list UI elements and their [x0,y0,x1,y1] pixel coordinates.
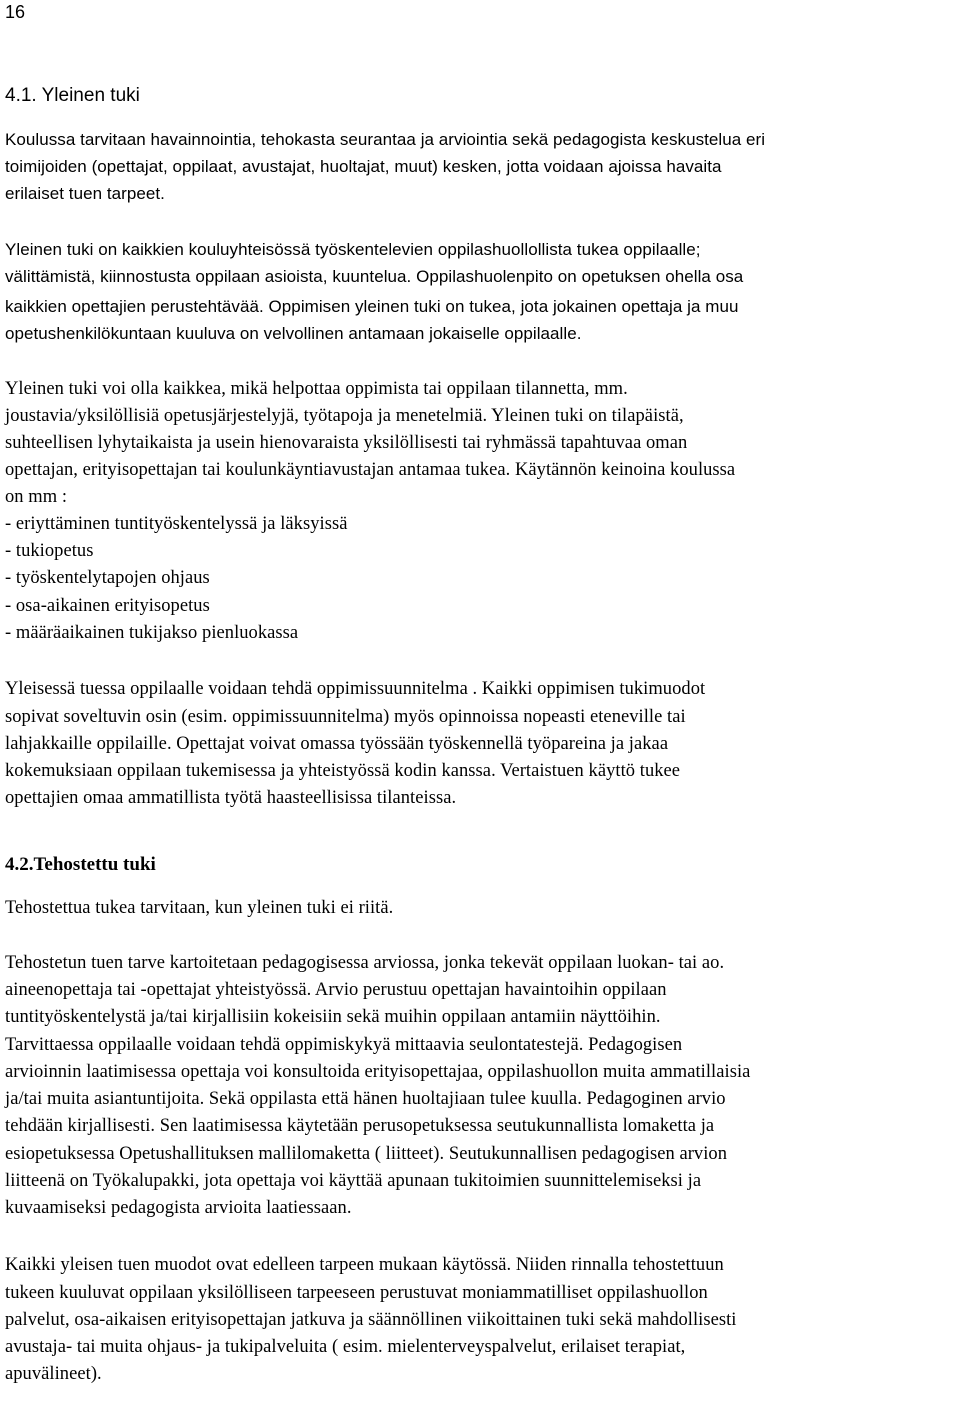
text-line: - määräaikainen tukijakso pienluokassa [5,623,299,643]
text-line: Tehostettua tukea tarvitaan, kun yleinen tuki ei riitä. [5,898,394,918]
text-line: avustaja- tai muita ohjaus- ja tukipalveluita ( esim. mielenterveyspalvelut, erilaiset terapiat, [5,1337,686,1357]
text-line: erilaiset tuen tarpeet. [5,184,165,203]
text-line: on mm : [5,487,68,507]
text-line: kaikkien opettajien perustehtävää. Oppimisen yleinen tuki on tukea, jota jokainen opettaja ja muu [5,297,739,316]
text-line: arvioinnin laatimisessa opettaja voi konsultoida erityisopettajaa, oppilashuollon muita ammatillaisia [5,1062,751,1082]
text-line: Kaikki yleisen tuen muodot ovat edelleen tarpeen mukaan käytössä. Niiden rinnalla tehostettuun [5,1255,724,1275]
text-line: palvelut, osa-aikaisen erityisopettajan jatkuva ja säännöllinen viikoittainen tuki sekä mahdollisesti [5,1310,737,1330]
text-line: apuvälineet). [5,1364,102,1384]
text-line: - eriyttäminen tuntityöskentelyssä ja läksyissä [5,514,348,534]
text-line: Tarvittaessa oppilaalle voidaan tehdä oppimiskykyä mittaavia seulontatestejä. Pedagogisen [5,1035,683,1055]
text-line: lahjakkaille oppilaille. Opettajat voivat omassa työssään työskennellä työpareina ja jakaa [5,734,669,754]
text-line: tukeen kuuluvat oppilaan yksilölliseen tarpeeseen perustuvat moniammatilliset oppilashuollon [5,1283,708,1303]
text-line: sopivat soveltuvin osin (esim. oppimissuunnitelma) myös opinnoissa nopeasti eteneville tai [5,707,686,727]
text-line: esiopetuksessa Opetushallituksen mallilomaketta ( liitteet). Seutukunnallisen pedagogisen arvion [5,1144,728,1164]
text-line: tehdään kirjallisesti. Sen laatimisessa käytetään perusopetuksessa seutukunnallista lomaketta ja [5,1116,715,1136]
text-line: - osa-aikainen erityisopetus [5,596,210,616]
text-line: kuvaamiseksi pedagogista arvioita laatiessaan. [5,1198,352,1218]
text-line: aineenopettaja tai -opettajat yhteistyössä. Arvio perustuu opettajan havaintoihin oppilaan [5,980,667,1000]
page-number: 16 [5,2,26,22]
section-heading-tehostettu-tuki: 4.2.Tehostettu tuki [5,854,156,875]
text-line: toimijoiden (opettajat, oppilaat, avustajat, huoltajat, muut) kesken, jotta voidaan ajoissa havaita [5,157,722,176]
text-line: opetushenkilökuntaan kuuluva on velvollinen antamaan jokaiselle oppilaalle. [5,324,582,343]
text-line: Yleisessä tuessa oppilaalle voidaan tehdä oppimissuunnitelma . Kaikki oppimisen tukimuodot [5,679,706,699]
text-line: tuntityöskentelystä ja/tai kirjallisiin kokeisiin sekä muihin oppilaan antamiin näyttöihin. [5,1007,661,1027]
text-line: - tukiopetus [5,541,94,561]
text-line: Koulussa tarvitaan havainnointia, tehokasta seurantaa ja arviointia sekä pedagogista keskustelua eri [5,130,766,149]
text-line: opettajien omaa ammatillista työtä haasteellisissa tilanteissa. [5,788,457,808]
text-line: liitteenä on Työkalupakki, jota opettaja voi käyttää apunaan tukitoimien suunnittelemiseksi ja [5,1171,702,1191]
text-line: kokemuksiaan oppilaan tukemisessa ja yhteistyössä kodin kanssa. Vertaistuen käyttö tukee [5,761,681,781]
text-line: - työskentelytapojen ohjaus [5,568,210,588]
section-heading-yleinen-tuki: 4.1. Yleinen tuki [5,85,140,106]
text-line: suhteellisen lyhytaikaista ja usein hienovaraista yksilöllisesti tai ryhmässä tapahtuvaa oman [5,433,688,453]
text-line: ja/tai muita asiantuntijoita. Sekä oppilasta että hänen huoltajiaan tulee kuulla. Pedagoginen arvio [5,1089,726,1109]
text-line: välittämistä, kiinnostusta oppilaan asioista, kuuntelua. Oppilashuolenpito on opetuksen ohella osa [5,267,744,286]
text-line: Yleinen tuki voi olla kaikkea, mikä helpottaa oppimista tai oppilaan tilannetta, mm. [5,379,628,399]
text-line: opettajan, erityisopettajan tai koulunkäyntiavustajan antamaa tukea. Käytännön keinoina koulussa [5,460,736,480]
text-line: Yleinen tuki on kaikkien kouluyhteisössä työskentelevien oppilashuollollista tukea oppilaalle; [5,240,701,259]
text-line: Tehostetun tuen tarve kartoitetaan pedagogisessa arviossa, jonka tekevät oppilaan luokan- tai ao. [5,953,725,973]
text-line: joustavia/yksilöllisiä opetusjärjestelyjä, työtapoja ja menetelmiä. Yleinen tuki on tilapäistä, [5,406,684,426]
